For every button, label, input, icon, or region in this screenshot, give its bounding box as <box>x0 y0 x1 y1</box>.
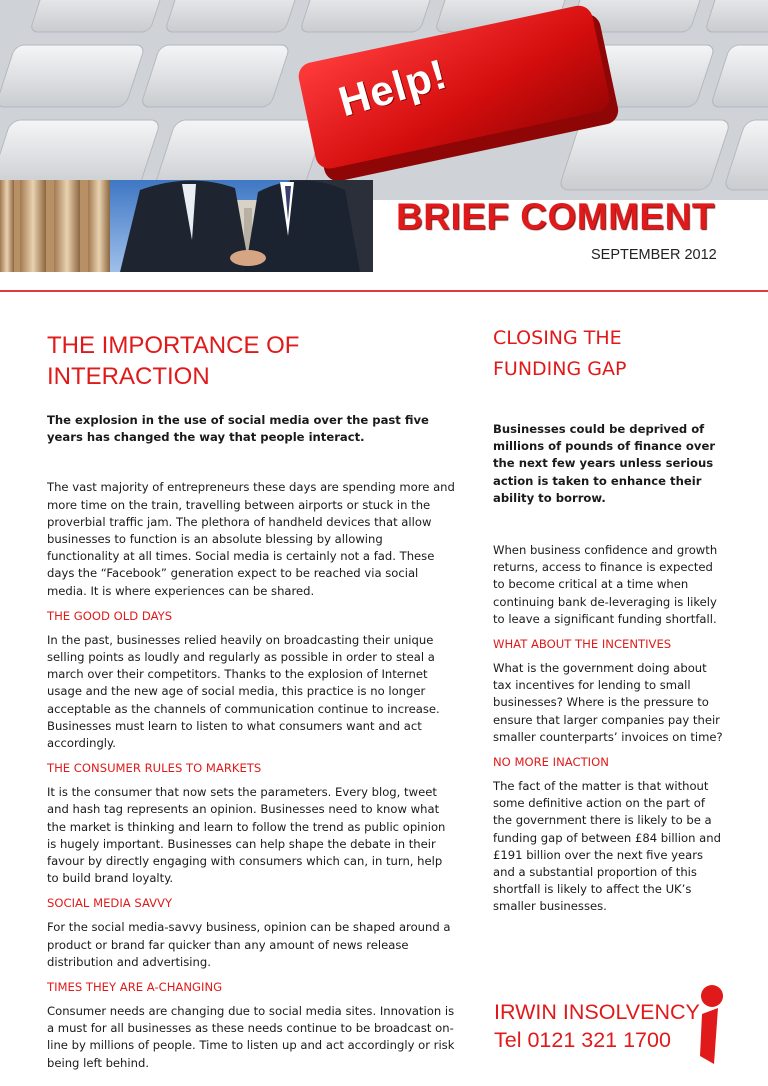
header-banner-image <box>0 0 768 200</box>
contact-block <box>494 998 700 1054</box>
section-body: What is the government doing about tax incentives for lending to small businesses? Where is the pressure to ensure that larger companies pay their smaller counterparts’ invoices on time? <box>493 661 723 744</box>
section-heading: TIMES THEY ARE A-CHANGING <box>47 980 223 995</box>
section-body: It is the consumer that now sets the parameters. Every blog, tweet and hash tag represents an opinion. Businesses need to know what the market is thinking and learn to follow the trend as public opinion is hugely important. Businesses can help shape the debate in their favour by directly engaging with consumers which can, in turn, help to build brand loyalty. <box>47 785 446 886</box>
article-importance-of-interaction <box>47 330 457 1072</box>
article-intro: The vast majority of entrepreneurs these days are spending more and more time on the train, travelling between airports or stuck in the proverbial traffic jam. The plethora of handheld devices that allow businesses to function is an absolute blessing by allowing functionality at all times. Social media is certainly not a fad. These days the “Facebook” generation expect to be reached via social media. It is where experiences can be shared. <box>47 480 455 598</box>
article-title-line: INTERACTION <box>47 363 210 390</box>
section-heading: THE GOOD OLD DAYS <box>47 608 173 623</box>
article-title-line: FUNDING GAP <box>493 358 627 380</box>
newsletter-title: BRIEF COMMENT <box>396 196 715 237</box>
article-title <box>493 323 725 385</box>
article-title-line: THE IMPORTANCE OF <box>47 332 300 359</box>
article-title <box>47 330 457 392</box>
section-heading: SOCIAL MEDIA SAVVY <box>47 896 173 911</box>
article-title-line: CLOSING THE <box>493 327 622 349</box>
section-heading: THE CONSUMER RULES TO MARKETS <box>47 761 262 776</box>
company-name: IRWIN INSOLVENCY <box>494 1000 700 1024</box>
issue-date: SEPTEMBER 2012 <box>591 247 717 263</box>
phone-number: Tel 0121 321 1700 <box>494 1028 671 1052</box>
section-heading: WHAT ABOUT THE INCENTIVES <box>493 637 672 652</box>
article-lead: The explosion in the use of social media over the past five years has changed the way that people interact. <box>47 413 429 445</box>
section-body: Consumer needs are changing due to social media sites. Innovation is a must for all businesses as these needs continue to be broadcast on-line by millions of people. Time to listen up and act accordingly or risk being left behind. <box>47 1004 455 1070</box>
info-logo-icon <box>694 984 724 1064</box>
section-body: In the past, businesses relied heavily on broadcasting their unique selling points as loudly and regularly as possible in order to steal a march over their competitors. Thanks to the explosion of Internet usage and the new age of social media, this practice is no longer acceptable as the channels of communication continue to increase. Businesses must learn to listen to what consumers want and act accordingly. <box>47 632 440 751</box>
article-closing-the-funding-gap <box>493 323 725 916</box>
help-key-label: Help! <box>333 49 453 126</box>
section-body: The fact of the matter is that without some definitive action on the part of the government there is likely to be a funding gap of between £84 billion and £191 billion over the next five years and a substantial proportion of this shortfall is likely to affect the UK’s smaller businesses. <box>493 779 721 914</box>
handshake-illustration <box>0 180 373 272</box>
article-intro: When business confidence and growth returns, access to finance is expected to become critical at a time when continuing bank de-leveraging is likely to leave a significant funding shortfall. <box>493 543 718 626</box>
header-divider <box>0 290 768 292</box>
handshake-photo <box>0 180 373 272</box>
article-lead: Businesses could be deprived of millions of pounds of finance over the next few years unless serious action is taken to enhance their ability to borrow. <box>493 422 716 505</box>
section-body: For the social media-savvy business, opinion can be shaped around a product or brand far quicker than any amount of news release distribution and advertising. <box>47 920 451 969</box>
section-heading: NO MORE INACTION <box>493 755 609 770</box>
